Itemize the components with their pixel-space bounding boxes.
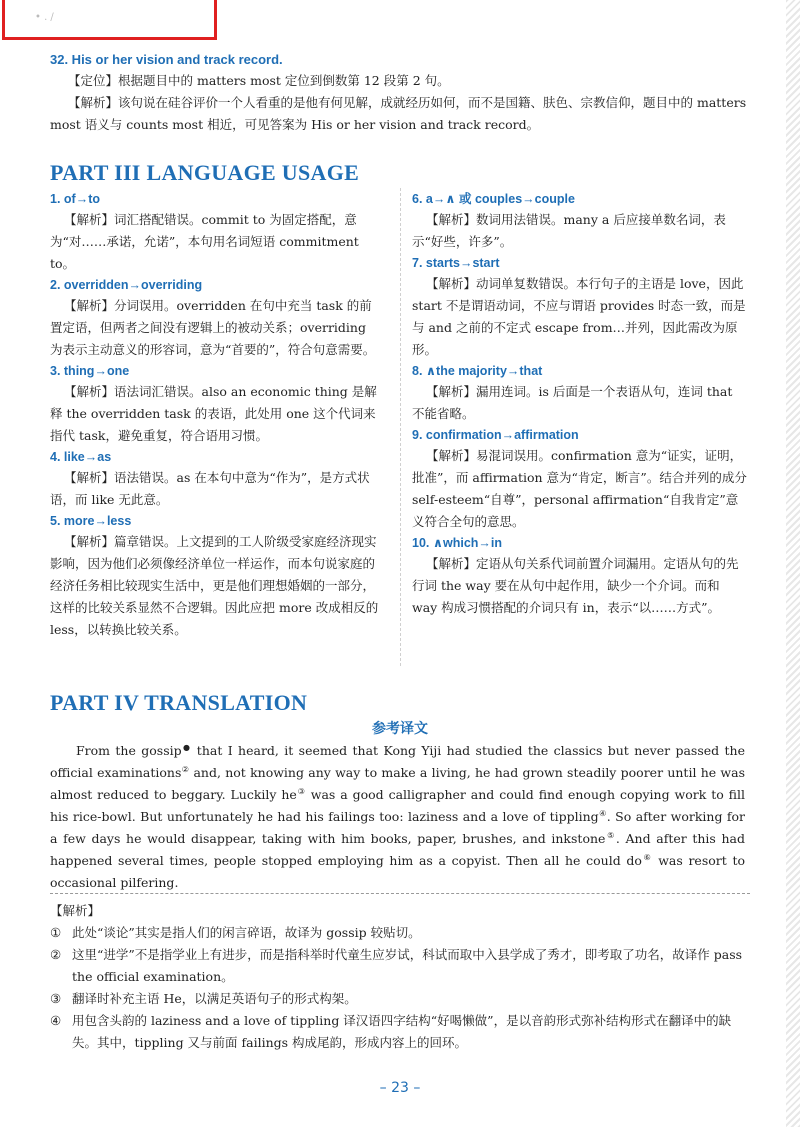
note-text: 此处“谈论”其实是指人们的闲言碎语，故译为 gossip 较贴切。 [72, 925, 421, 940]
question-32 [50, 50, 750, 136]
note-number: ② [50, 947, 62, 962]
translation-notes [50, 900, 750, 1054]
answer-body: 【解析】动词单复数错误。本行句子的主语是 love，因此 start 不是谓语动词，不应与谓语 provides 时态一致，而是与 and 之前的不定式 escape from…并列，因此需改为原形。 [412, 276, 746, 357]
answer-body: 【解析】分词误用。overridden 在句中充当 task 的前置定语，但两者之间没有逻辑上的被动关系；overriding 为表示主动意义的形容词，意为“首要的”，符合句意需要。 [50, 298, 376, 357]
footnote-mark: ③ [296, 786, 306, 796]
translation-segment: was a good calligrapher and could find enough copying work to fill his rice-bowl. But unfortunately he had his failings too: laziness and a love of tippling [50, 787, 745, 824]
part3-right-column [412, 190, 747, 620]
translation-segment: was resort to occasional pilfering. [50, 853, 745, 890]
answer-head: 8. ∧the majority→that [412, 364, 543, 378]
page-number: – 23 – [379, 1080, 421, 1096]
translation-segment: . So after working for a few days he would disappear, taking with him books, paper, brushes, and inkstone [50, 809, 746, 846]
footnote-mark: ② [181, 764, 190, 774]
note-text: 翻译时补充主语 He，以满足英语句子的形式构架。 [72, 991, 357, 1006]
note-number: ① [50, 925, 62, 940]
answer-body: 【解析】语法词汇错误。also an economic thing 是解释 the overridden task 的表语，此处用 one 这个代词来指代 task，避免重复，符合语用习惯。 [50, 384, 377, 443]
answer-head: 10. ∧which→in [412, 536, 503, 550]
answer-body: 【解析】语法错误。as 在本句中意为“作为”，是方式状语，而 like 无此意。 [50, 470, 370, 507]
answer-body: 【解析】数词用法错误。many a 后应接单数名词，表示“好些，许多”。 [412, 212, 726, 249]
page-edge-texture [786, 0, 800, 1127]
translation-segment: . And after this had happened several times, people stopped employing him as a copyist. Then all he could do [50, 831, 745, 868]
header-marks: • . / [35, 12, 54, 23]
notes-heading: 【解析】 [50, 903, 101, 918]
note-number: ③ [50, 991, 62, 1006]
answer-item [412, 426, 747, 533]
dashed-divider [50, 893, 750, 894]
footnote-mark: ● [181, 742, 192, 752]
answer-head: 1. of→to [50, 192, 100, 206]
answer-item [50, 448, 380, 511]
red-highlight-box [2, 0, 217, 40]
question-32-locate: 【定位】根据题目中的 matters most 定位到倒数第 12 段第 2 句。 [68, 73, 450, 88]
part3-title: PART III LANGUAGE USAGE [50, 160, 360, 185]
answer-item [50, 362, 380, 447]
note-item [50, 944, 750, 988]
answer-head: 7. starts→start [412, 256, 500, 270]
question-32-analysis: 【解析】该句说在硅谷评价一个人看重的是他有何见解，成就经历如何，而不是国籍、肤色、宗教信仰，题目中的 matters most 语义与 counts most 相近，可见答案为 His or her vision and track record。 [50, 95, 747, 132]
column-divider [400, 188, 401, 666]
answer-item [50, 512, 380, 641]
footnote-mark: ⑥ [641, 852, 653, 862]
footnote-mark: ④ [598, 808, 607, 818]
translation-segment: that I heard, it seemed that Kong Yiji had studied the classics but never passed the official examinations [50, 743, 745, 780]
answer-item [412, 254, 747, 361]
answer-item [50, 190, 380, 275]
question-32-title: 32. His or her vision and track record. [50, 52, 283, 67]
answer-head: 9. confirmation→affirmation [412, 428, 579, 442]
note-item [50, 988, 750, 1010]
answer-item [412, 362, 747, 425]
note-text: 这里“进学”不是指学业上有进步，而是指科举时代童生应岁试，科试而取中入县学成了秀才，即考取了功名，故译作 pass the official examination。 [72, 947, 743, 984]
answer-head: 5. more→less [50, 514, 132, 528]
translation-passage [50, 740, 745, 894]
answer-head: 2. overridden→overriding [50, 278, 203, 292]
answer-head: 3. thing→one [50, 364, 130, 378]
part4-title: PART IV TRANSLATION [50, 690, 308, 715]
answer-head: 6. a→∧ 或 couples→couple [412, 192, 575, 206]
translation-subtitle: 参考译文 [372, 721, 428, 737]
note-item [50, 922, 750, 944]
answer-body: 【解析】易混词误用。confirmation 意为“证实，证明，批准”，而 affirmation 意为“肯定，断言”。结合并列的成分 self-esteem“自尊”，personal affirmation“自我肯定”意义符合全句的意思。 [412, 448, 747, 529]
answer-body: 【解析】定语从句关系代词前置介词漏用。定语从句的先行词 the way 要在从句中起作用，缺少一个介词。而和 way 构成习惯搭配的介词只有 in，表示“以……方式”。 [412, 556, 739, 615]
answer-body: 【解析】漏用连词。is 后面是一个表语从句，连词 that 不能省略。 [412, 384, 733, 421]
part3-left-column [50, 190, 380, 642]
answer-head: 4. like→as [50, 450, 112, 464]
answer-body: 【解析】篇章错误。上文提到的工人阶级受家庭经济现实影响，因为他们必须像经济单位一样运作，而本句说家庭的经济任务相比较现实生活中，更是他们理想婚姻的一部分，这样的比较关系显然不合逻辑。因此应把 more 改成相反的 less，以转换比较关系。 [50, 534, 379, 637]
translation-paragraph [50, 740, 745, 894]
note-text: 用包含头韵的 laziness and a love of tippling 译汉语四字结构“好喝懒做”，是以音韵形式弥补结构形式在翻译中的缺失。其中，tippling 又与前面 failings 构成尾韵，形成内容上的回环。 [72, 1013, 732, 1050]
answer-item [50, 276, 380, 361]
answer-item [412, 190, 747, 253]
answer-body: 【解析】词汇搭配错误。commit to 为固定搭配，意为“对……承诺，允诺”，本句用名词短语 commitment to。 [50, 212, 359, 271]
footnote-mark: ⑤ [605, 830, 616, 840]
translation-segment: and, not knowing any way to make a living, he had grown steadily poorer until he was almost reduced to beggary. Luckily he [50, 765, 745, 802]
note-item [50, 1010, 750, 1054]
note-number: ④ [50, 1013, 62, 1028]
translation-segment: From the gossip [76, 743, 182, 758]
answer-item [412, 534, 747, 619]
